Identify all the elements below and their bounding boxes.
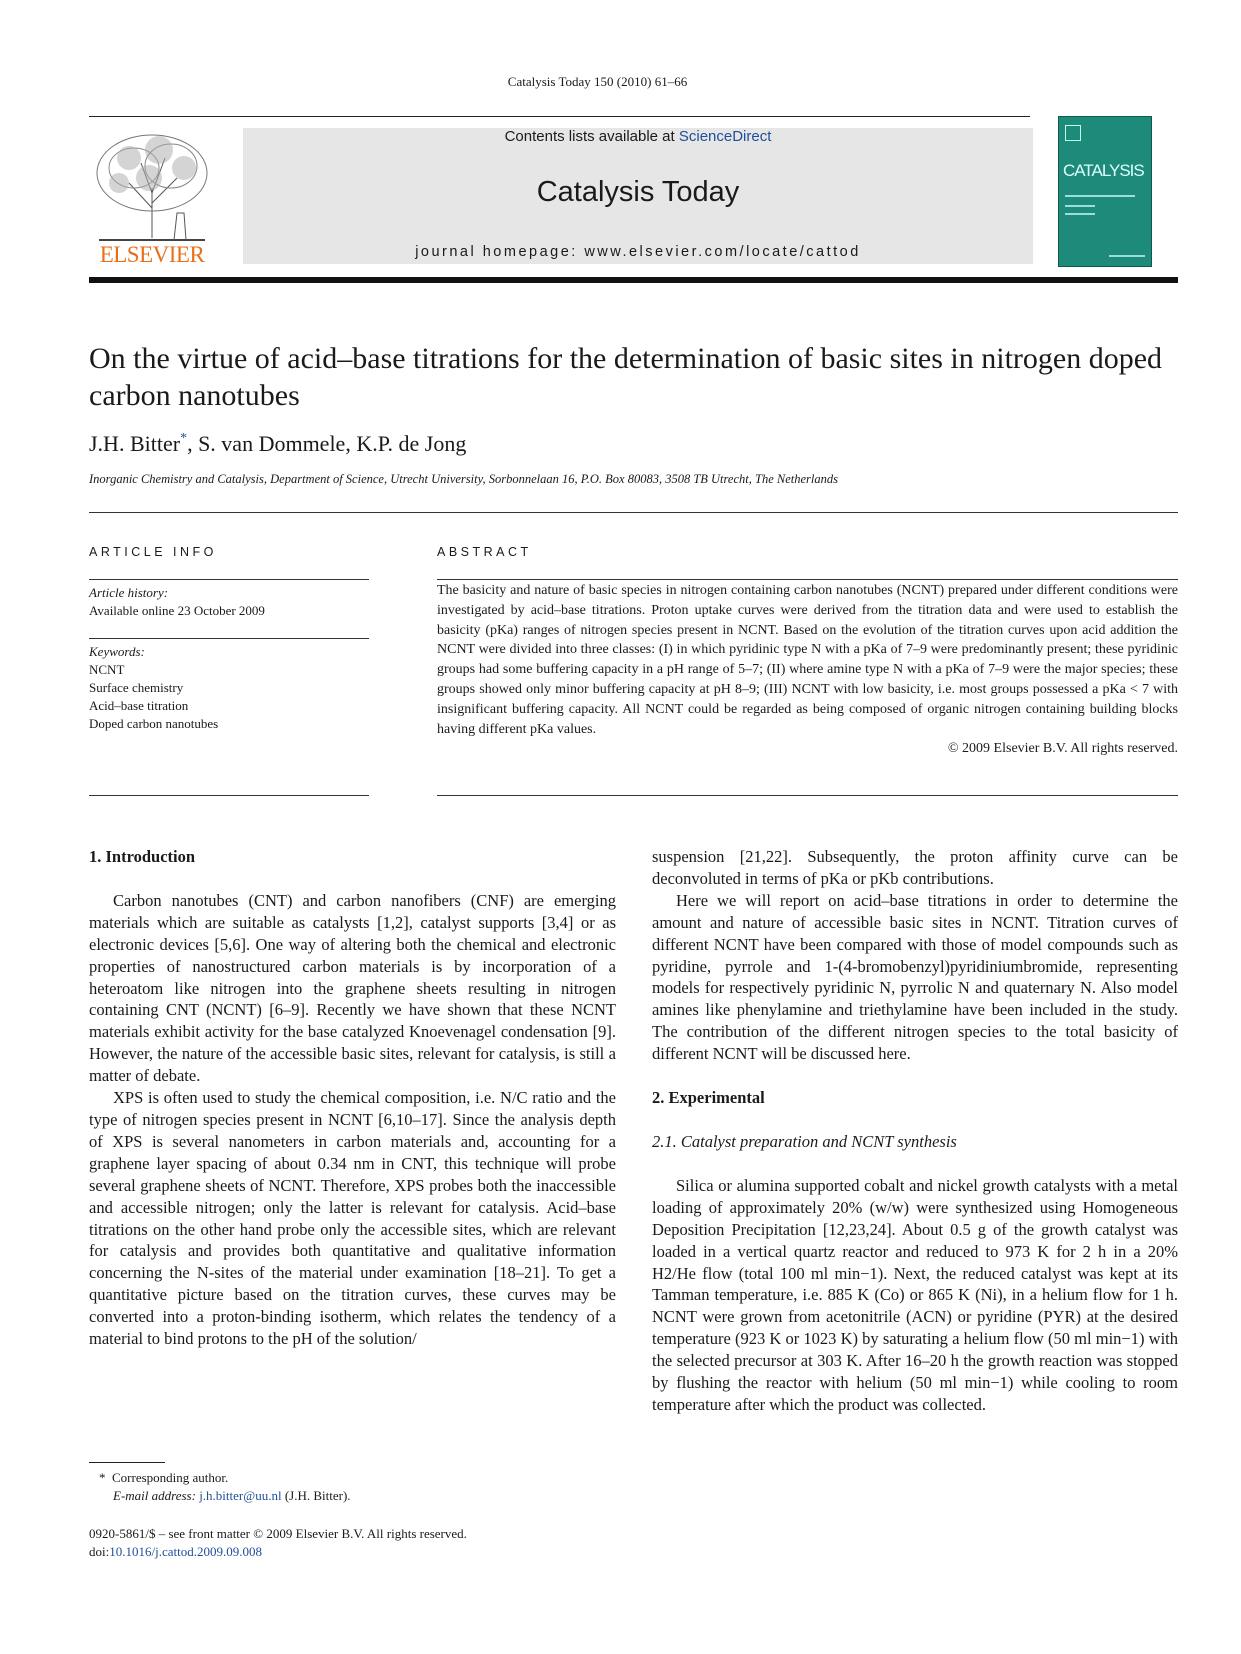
paragraph: Silica or alumina supported cobalt and nickel growth catalysts with a metal loading of approximately 20% (w/w) were synthesized using Homogeneous Deposition Precipitation [12,23,24]. About 0.5 g of the growth catalyst was loaded in a vertical quartz reactor and reduced to 973 K for 2 h in a 20% H2/He flow (total 100 ml min−1). Next, the reduced catalyst was kept at its Tamman temperature, i.e. 885 K (Co) or 865 K (Ni), in a helium flow for 1 h. NCNT were grown from acetonitrile (ACN) or pyridine (PYR) at the desired temperature (923 K or 1023 K) by saturating a helium flow (50 ml min−1) with the selected precursor at 303 K. After 16–20 h the growth reaction was stopped by flushing the reactor with helium (50 ml min−1) while cooling to room temperature after which the product was collected. [652, 1175, 1178, 1414]
divider [89, 795, 369, 796]
paragraph: Carbon nanotubes (CNT) and carbon nanofibers (CNF) are emerging materials which are suitable as catalysts [1,2], catalyst supports [3,4] or as electronic devices [5,6]. One way of altering both the chemical and electronic properties of nanostructured carbon materials is by incorporation of a heteroatom like nitrogen into the graphene sheets resulting in nitrogen containing CNT (NCNT) [6–9]. Recently we have shown that these NCNT materials exhibit activity for the base catalyzed Knoevenagel condensation [9]. However, the nature of the accessible basic sites, relevant for catalysis, is still a matter of debate. [89, 890, 616, 1086]
author-list [89, 431, 466, 457]
footnote-rule [89, 1462, 165, 1463]
history-label: Article history: [89, 585, 169, 600]
article-title: On the virtue of acid–base titrations for the determination of basic sites in nitrogen doped carbon nanotubes [89, 342, 1163, 412]
keywords-label: Keywords: [89, 644, 145, 659]
abstract-text: The basicity and nature of basic species in nitrogen containing carbon nanotubes (NCNT) prepared under different conditions were investigated by acid–base titrations. Proton uptake curves were derived from the titration data and were used to establish the basicity (pKa) ranges of nitrogen species present in NCNT. Based on the evolution of the titration curves upon acid addition the NCNT were divided into three classes: (I) in which pyridinic type N with a pKa of 7–9 were predominantly present; these pyridinic groups had some buffering capacity in a pH range of 5–7; (II) where amine type N with a pKa of 7–9 were the major species; these groups showed only minor buffering capacity at pH 8–9; (III) NCNT with low basicity, i.e. most groups possessed a pKa < 7 with insignificant buffering capacity. All NCNT could be regarded as being composed of organic nitrogen containing building blocks having different pKa values. [437, 583, 1178, 737]
doi-label: doi: [89, 1544, 110, 1559]
journal-homepage[interactable]: journal homepage: www.elsevier.com/locate/cattod [415, 244, 861, 260]
header-thick-rule [89, 277, 1178, 283]
journal-title: Catalysis Today [536, 176, 740, 208]
contents-line [243, 128, 1033, 145]
contents-prefix: Contents lists available at [504, 128, 679, 145]
keywords-block [89, 643, 218, 733]
left-column [89, 846, 616, 1350]
abstract-copyright: © 2009 Elsevier B.V. All rights reserved. [947, 741, 1178, 757]
email-label: E-mail address: [113, 1488, 200, 1503]
article-info-heading: ARTICLE INFO [89, 545, 217, 559]
paragraph: Here we will report on acid–base titrations in order to determine the amount and nature of accessible basic sites in NCNT. Titration curves of different NCNT have been compared with those of model compounds such as pyridine, pyrrole and 1-(4-bromobenzyl)pyridiniumbromide, representing models for respectively pyridinic N, pyrrolic N and quaternary N. Also model amines like phenylamine and triethylamine have been included in the study. The contribution of the different nitrogen species to the total basicity of different NCNT will be discussed here. [652, 890, 1178, 1064]
first-author: J.H. Bitter [89, 431, 181, 456]
email-link[interactable]: j.h.bitter@uu.nl [199, 1488, 282, 1503]
keyword: Acid–base titration [89, 698, 189, 713]
email-suffix: (J.H. Bitter). [281, 1488, 351, 1503]
divider [437, 579, 1178, 580]
keyword: NCNT [89, 662, 125, 677]
paragraph: XPS is often used to study the chemical composition, i.e. N/C ratio and the type of nitrogen species present in NCNT [6,10–17]. Since the analysis depth of XPS is several nanometers in carbon materials and, accounting for a graphene layer spacing of about 0.34 nm in CNT, this technique will probe several graphene sheets of NCNT. Therefore, XPS probes both the inaccessible and accessible nitrogen; only the latter is relevant for catalysis. Acid–base titrations on the other hand probe only the accessible sites, which are relevant for catalysis and provides both quantitative and qualitative information concerning the N-sites of the material under examination [18–21]. To get a quantitative picture based on the titration curves, these curves may be converted into a proton-binding isotherm, which relates the tendency of a material to bind protons to the pH of the solution/ [89, 1088, 616, 1349]
history-value: Available online 23 October 2009 [89, 603, 265, 618]
corresponding-author: Corresponding author. [112, 1470, 229, 1485]
header-rule [89, 116, 1030, 117]
sciencedirect-link[interactable]: ScienceDirect [678, 128, 772, 145]
doi-link[interactable]: 10.1016/j.cattod.2009.09.008 [109, 1544, 262, 1559]
affiliation: Inorganic Chemistry and Catalysis, Department of Science, Utrecht University, Sorbonnelaan 16, P.O. Box 80083, 3508 TB Utrecht, The Netherlands [89, 472, 838, 486]
keyword: Doped carbon nanotubes [89, 716, 219, 731]
abstract-heading: ABSTRACT [437, 545, 532, 559]
other-authors: , S. van Dommele, K.P. de Jong [187, 431, 467, 456]
keyword: Surface chemistry [89, 680, 184, 695]
cover-title: CATALYSIS [1063, 161, 1144, 180]
section-heading: 2. Experimental [652, 1088, 765, 1108]
journal-cover [1058, 116, 1152, 267]
abstract-body [437, 581, 1178, 759]
subsection-heading: 2.1. Catalyst preparation and NCNT synthesis [652, 1131, 957, 1151]
paragraph: suspension [21,22]. Subsequently, the proton affinity curve can be deconvoluted in terms of pKa or pKb contributions. [652, 847, 1178, 888]
divider [89, 512, 1178, 513]
front-matter-text: 0920-5861/$ – see front matter © 2009 Elsevier B.V. All rights reserved. [89, 1526, 467, 1541]
front-matter [89, 1525, 467, 1561]
footnote [99, 1469, 351, 1505]
right-column [652, 846, 1178, 1416]
elsevier-wordmark: ELSEVIER [99, 242, 205, 267]
corresponding-star[interactable]: * [180, 431, 188, 446]
divider [89, 579, 369, 580]
footnote-star: * [99, 1470, 106, 1485]
elsevier-logo [89, 128, 215, 268]
divider [89, 638, 369, 639]
divider [437, 795, 1178, 796]
article-history [89, 584, 265, 620]
journal-citation: Catalysis Today 150 (2010) 61–66 [507, 74, 688, 89]
section-heading: 1. Introduction [89, 847, 196, 866]
